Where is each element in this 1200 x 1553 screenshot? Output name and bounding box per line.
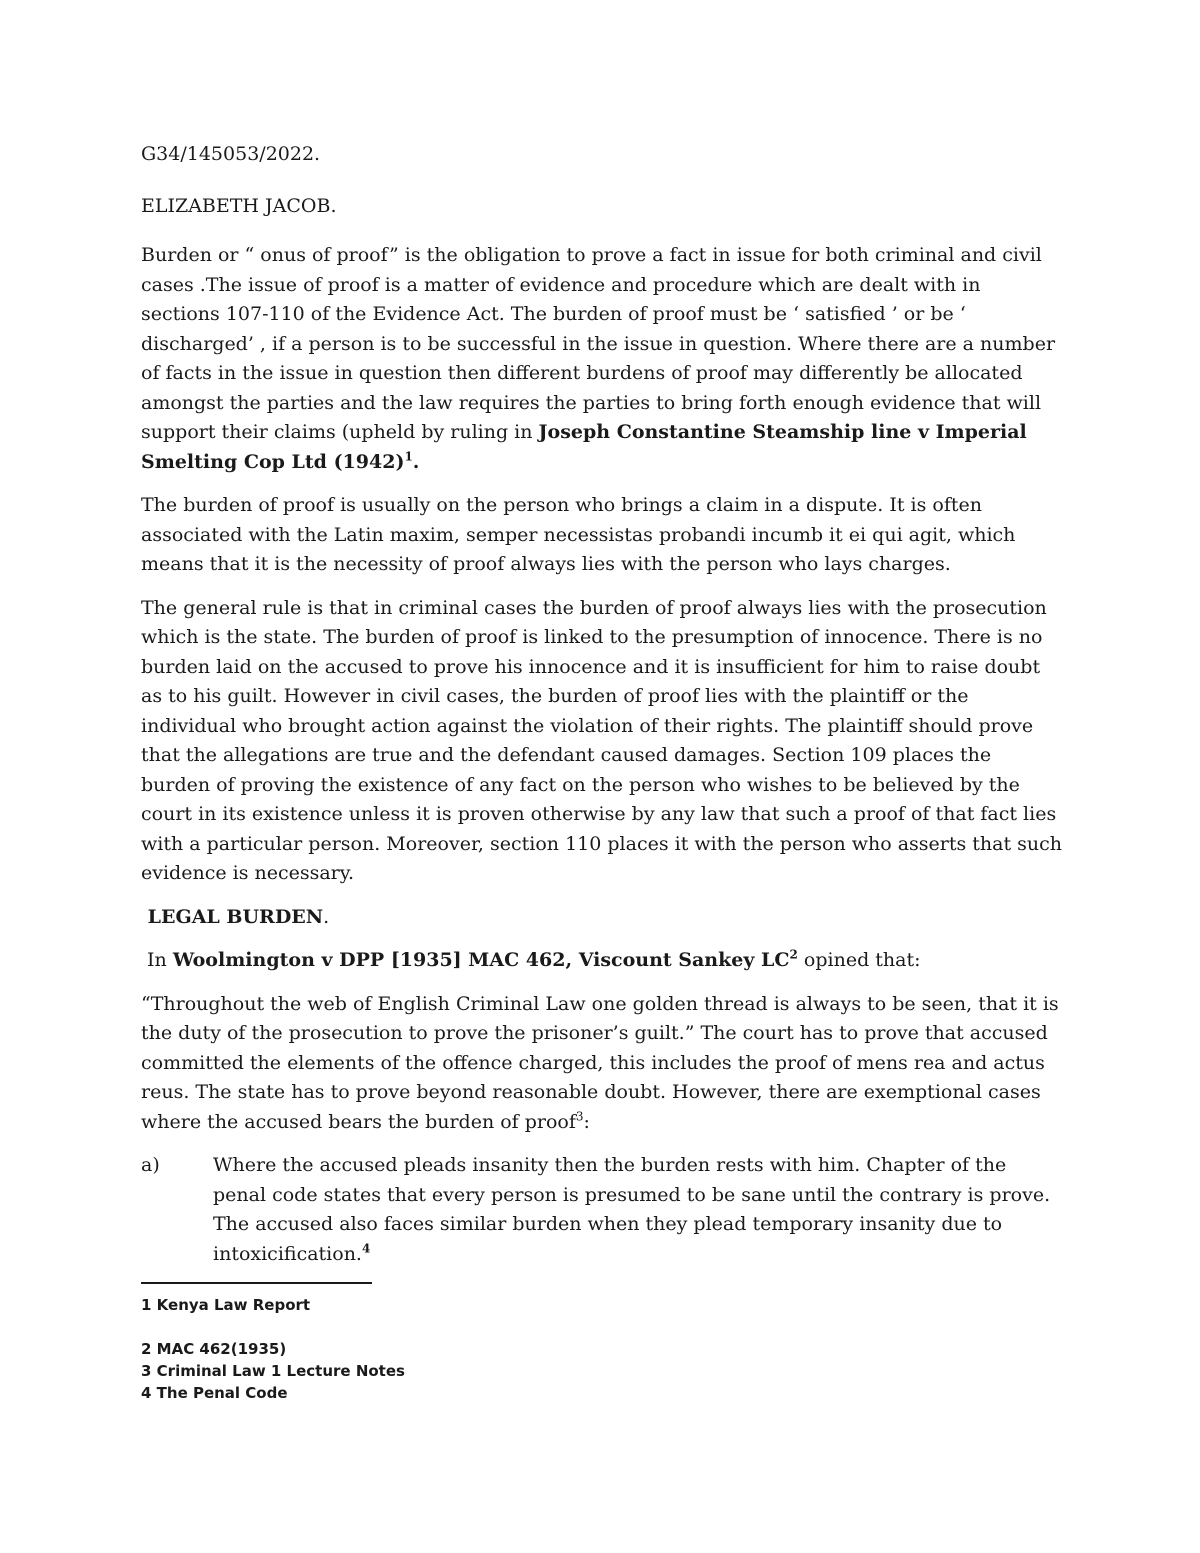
footnote-4: 4 The Penal Code — [141, 1384, 288, 1402]
document-body — [141, 140, 1063, 1269]
paragraph-golden-thread: “Throughout the web of English Criminal Law one golden thread is always to be seen, that it is the duty of the prosecution to prove the prisoner’s guilt.” The court has to prove that accused committed the elements of the offence charged, this includes the proof of mens rea and actus reus. The state has to prove beyond reasonable doubt. However, there are exemptional cases where the accused bears the burden of proof$^3$: — [141, 992, 1059, 1133]
student-name: ELIZABETH JACOB. — [141, 194, 337, 217]
footnote-ref: 2 — [789, 947, 798, 962]
list-label: a) — [141, 1154, 160, 1176]
list-text: Where the accused pleads insanity then the burden rests with him. Chapter of the penal code states that every person is presumed to be sane until the contrary is prove. The accused also faces similar burden when they plead temporary insanity due to intoxicification.$^4$ — [213, 1154, 1051, 1265]
sentence-end: . — [412, 450, 420, 473]
footnote-2: 2 MAC 462(1935) — [141, 1340, 287, 1358]
paragraph-general-rule: The general rule is that in criminal cases the burden of proof always lies with the prosecution which is the state. The burden of proof is linked to the presumption of innocence. There is no burden laid on the accused to prove his innocence and it is insufficient for him to raise doubt as to his guilt. However in civil cases, the burden of proof lies with the plaintiff or the individual who brought action against the violation of their rights. The plaintiff should prove that the allegations are true and the defendant caused damages. Section 109 places the burden of proving the existence of any fact on the person who wishes to be believed by the court in its existence unless it is proven otherwise by any law that such a proof of that fact lies with a particular person. Moreover, section 110 places it with the person who asserts that such evidence is necessary. — [141, 596, 1063, 884]
footnote-ref: 1 — [404, 449, 413, 464]
case-citation: Joseph Constantine Steamship line v Imperial Smelting Cop Ltd (1942) — [141, 421, 1027, 473]
footnote-ref: 4 — [361, 1241, 371, 1256]
footnote-1: 1 Kenya Law Report — [141, 1296, 311, 1314]
footnote-separator — [141, 1282, 372, 1284]
section-heading: LEGAL BURDEN. — [147, 905, 330, 928]
case-citation: Woolmington v DPP [1935] MAC 462, Viscount Sankey LC — [172, 949, 790, 971]
paragraph-text: Burden or “ onus of proof” is the obligation to prove a fact in issue for both criminal and civil cases .The issue of proof is a matter of evidence and procedure which are dealt with in sections 107-110 of the Evidence Act. The burden of proof must be ‘ satisfied ’ or be ‘ discharged’ , if a person is to be successful in the issue in question. Where there are a number of facts in the issue in question then different burdens of proof may differently be allocated amongst the parties and the law requires the parties to bring forth enough evidence that will support their claims (upheld by ruling in — [141, 244, 1056, 443]
list-item — [141, 1151, 1063, 1269]
student-id: G34/145053/2022. — [141, 143, 321, 165]
paragraph-onus-of-proof — [141, 241, 1063, 477]
footnote-ref: 3 — [575, 1109, 584, 1124]
footnotes — [141, 1294, 405, 1404]
footnote-3: 3 Criminal Law 1 Lecture Notes — [141, 1362, 405, 1380]
paragraph-latin-maxim: The burden of proof is usually on the person who brings a claim in a dispute. It is often associated with the Latin maxim, semper necessistas probandi incumb it ei qui agit, which means that it is the necessity of proof always lies with the person who lays charges. — [141, 494, 1016, 575]
paragraph-woolmington: In Woolmington v DPP [1935] MAC 462, Viscount Sankey $LC^2$ opined that: — [147, 947, 921, 971]
